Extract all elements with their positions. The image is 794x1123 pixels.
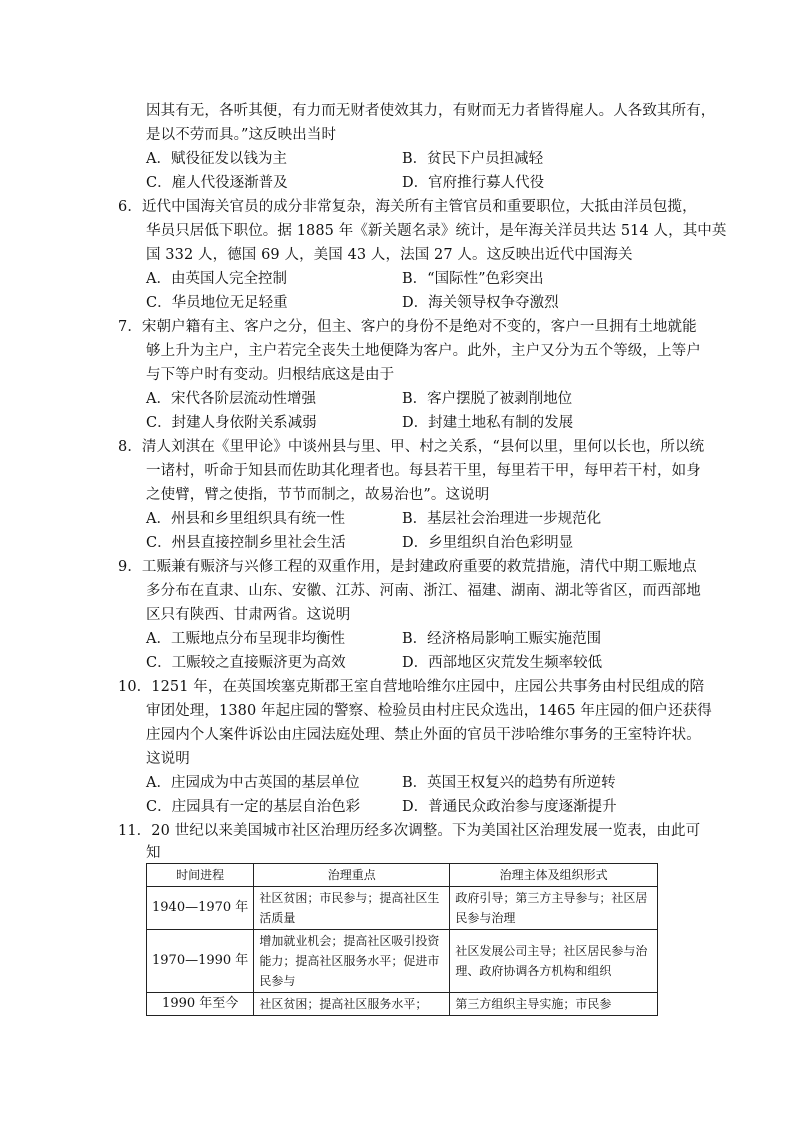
q9-option-b[interactable]: B．经济格局影响工赈实施范围 xyxy=(402,631,602,647)
q10-line-3: 庄园内个人案件诉讼由庄园法庭处理、禁止外面的官员干涉哈维尔事务的王室特许状。 xyxy=(146,727,701,743)
q6-line-3: 国 332 人，德国 69 人，美国 43 人，法国 27 人。这反映出近代中国海关 xyxy=(146,247,633,263)
q8-option-c[interactable]: C．州县直接控制乡里社会生活 xyxy=(146,535,346,551)
table-header-time: 时间进程 xyxy=(147,864,254,887)
table-row xyxy=(147,993,658,1016)
q8-option-b[interactable]: B．基层社会治理进一步规范化 xyxy=(402,511,602,527)
q10-line-4: 这说明 xyxy=(146,751,190,767)
table-cell-subject: 政府引导；第三方主导参与；社区居民参与治理 xyxy=(450,887,658,930)
q10-option-b[interactable]: B．英国王权复兴的趋势有所逆转 xyxy=(402,775,616,791)
q6-option-d[interactable]: D．海关领导权争夺激烈 xyxy=(402,295,559,311)
q7-line-1: 7．宋朝户籍有主、客户之分，但主、客户的身份不是绝对不变的，客户一旦拥有土地就能 xyxy=(118,319,697,335)
table-cell-focus: 社区贫困；市民参与；提高社区生活质量 xyxy=(254,887,450,930)
q5-option-c[interactable]: C．雇人代役逐渐普及 xyxy=(146,175,288,191)
q8-line-3: 之使臂，臂之使指，节节而制之，故易治也”。这说明 xyxy=(146,487,490,503)
table-row xyxy=(147,930,658,993)
table-cell-focus: 社区贫困；提高社区服务水平； xyxy=(254,993,450,1016)
q7-line-2: 够上升为主户，主户若完全丧失土地便降为客户。此外，主户又分为五个等级，上等户 xyxy=(146,343,701,359)
table-row xyxy=(147,887,658,930)
table-cell-subject: 社区发展公司主导；社区居民参与治理、政府协调各方机构和组织 xyxy=(450,930,658,993)
q6-line-2: 华员只居低下职位。据 1885 年《新关题名录》统计，是年海关洋员共达 514 人，其中英 xyxy=(146,223,727,239)
table-cell-subject: 第三方组织主导实施；市民参 xyxy=(450,993,658,1016)
q7-option-b[interactable]: B．客户摆脱了被剥削地位 xyxy=(402,391,573,407)
q10-option-d[interactable]: D．普通民众政治参与度逐渐提升 xyxy=(402,799,617,815)
q9-line-1: 9．工赈兼有赈济与兴修工程的双重作用，是封建政府重要的救荒措施，清代中期工赈地点 xyxy=(118,559,697,575)
q8-line-1: 8．清人刘淇在《里甲论》中谈州县与里、甲、村之关系，“县何以里，里何以长也，所以统 xyxy=(118,439,705,455)
q6-option-b[interactable]: B．“国际性”色彩突出 xyxy=(402,271,544,287)
q11-line-2: 知 xyxy=(146,845,161,861)
governance-table xyxy=(146,863,658,1016)
q5-option-b[interactable]: B．贫民下户员担减轻 xyxy=(402,151,544,167)
q9-line-3: 区只有陕西、甘肃两省。这说明 xyxy=(146,607,351,623)
q10-line-2: 审团处理，1380 年起庄园的警察、检验员由村庄民众选出，1465 年庄园的佃户还获得 xyxy=(146,703,712,719)
q6-option-a[interactable]: A．由英国人完全控制 xyxy=(146,271,287,287)
q7-line-3: 与下等户时有变动。归根结底这是由于 xyxy=(146,367,395,383)
q8-option-a[interactable]: A．州县和乡里组织具有统一性 xyxy=(146,511,345,527)
table-cell-time: 1940—1970 年 xyxy=(147,887,254,930)
table-header-focus: 治理重点 xyxy=(254,864,450,887)
q6-line-1: 6．近代中国海关官员的成分非常复杂，海关所有主管官员和重要职位，大抵由洋员包揽， xyxy=(118,199,697,215)
q8-line-2: 一诸村，听命于知县而佐助其化理者也。每县若干里，每里若干甲，每甲若干村，如身 xyxy=(146,463,701,479)
q9-option-a[interactable]: A．工赈地点分布呈现非均衡性 xyxy=(146,631,345,647)
table-cell-focus: 增加就业机会；提高社区吸引投资能力；提高社区服务水平；促进市民参与 xyxy=(254,930,450,993)
q9-line-2: 多分布在直隶、山东、安徽、江苏、河南、浙江、福建、湖南、湖北等省区，而西部地 xyxy=(146,583,701,599)
q11-line-1: 11．20 世纪以来美国城市社区治理历经多次调整。下为美国社区治理发展一览表，由此可 xyxy=(118,823,701,839)
q10-option-c[interactable]: C．庄园具有一定的基层自治色彩 xyxy=(146,799,361,815)
q5-option-a[interactable]: A．赋役征发以钱为主 xyxy=(146,151,287,167)
q9-option-d[interactable]: D．西部地区灾荒发生频率较低 xyxy=(402,655,603,671)
q7-option-a[interactable]: A．宋代各阶层流动性增强 xyxy=(146,391,316,407)
q8-option-d[interactable]: D．乡里组织自治色彩明显 xyxy=(402,535,574,551)
q9-option-c[interactable]: C．工赈较之直接赈济更为高效 xyxy=(146,655,346,671)
q7-option-c[interactable]: C．封建人身依附关系减弱 xyxy=(146,415,317,431)
q5-option-d[interactable]: D．官府推行募人代役 xyxy=(402,175,545,191)
table-cell-time: 1990 年至今 xyxy=(147,993,254,1016)
table-header-subject: 治理主体及组织形式 xyxy=(450,864,658,887)
q5-line-1: 因其有无，各听其便，有力而无财者使效其力，有财而无力者皆得雇人。人各致其所有， xyxy=(146,103,716,119)
q6-option-c[interactable]: C．华员地位无足轻重 xyxy=(146,295,288,311)
table-header-row xyxy=(147,864,658,887)
q7-option-d[interactable]: D．封建土地私有制的发展 xyxy=(402,415,574,431)
q10-option-a[interactable]: A．庄园成为中古英国的基层单位 xyxy=(146,775,360,791)
table-cell-time: 1970—1990 年 xyxy=(147,930,254,993)
q5-line-2: 是以不劳而具。”这反映出当时 xyxy=(146,127,337,143)
q10-line-1: 10．1251 年，在英国埃塞克斯郡王室自营地哈维尔庄园中，庄园公共事务由村民组成的陪 xyxy=(118,679,705,695)
